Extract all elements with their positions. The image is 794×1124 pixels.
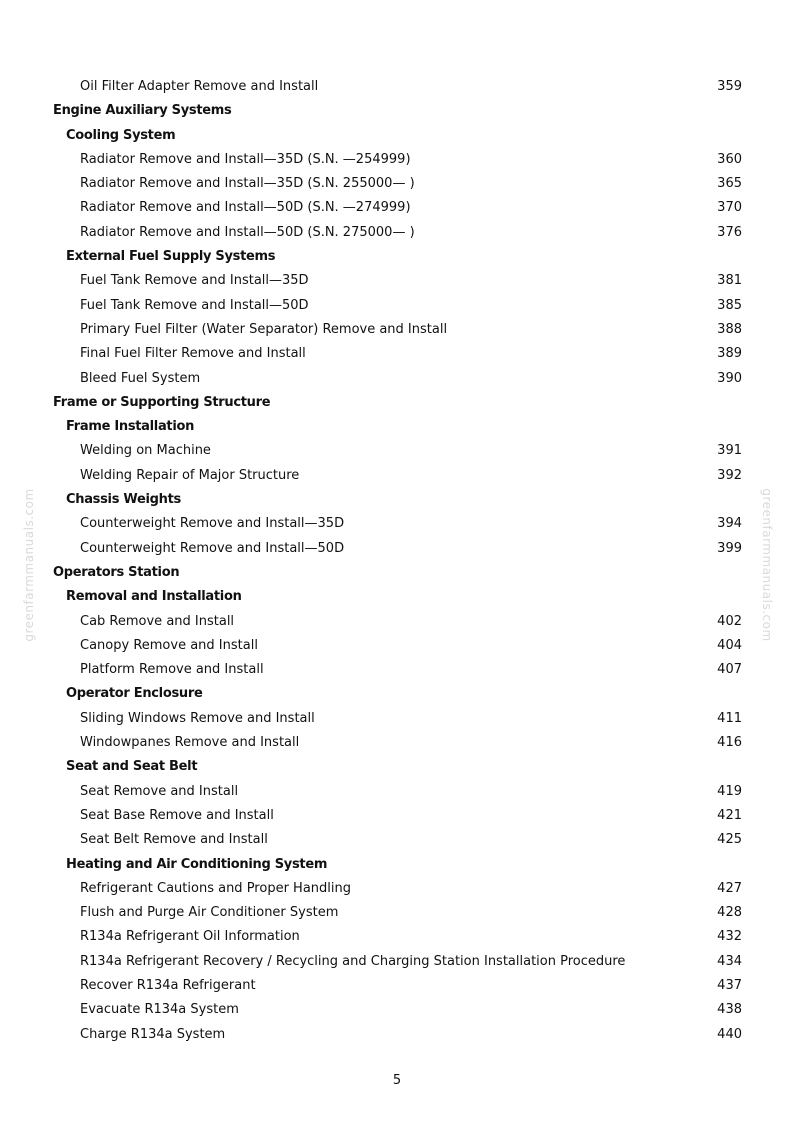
toc-entry <box>0 439 794 463</box>
toc-entry-title: External Fuel Supply Systems <box>66 249 276 265</box>
toc-entry-page: 434 <box>717 953 742 969</box>
toc-entry-title: Seat Remove and Install <box>80 783 239 799</box>
toc-entry <box>0 367 794 391</box>
toc-entry-title: Fuel Tank Remove and Install—35D <box>80 273 309 289</box>
toc-entry-page: 391 <box>717 443 742 459</box>
toc-entry-page: 365 <box>717 176 742 192</box>
toc-entry-page: 419 <box>717 783 742 799</box>
toc-entry-page: 440 <box>717 1026 742 1042</box>
toc-entry-page: 394 <box>717 516 742 532</box>
toc-entry-title: Radiator Remove and Install—35D (S.N. —254999) <box>80 151 411 167</box>
toc-entry-title: Bleed Fuel System <box>80 370 201 386</box>
toc-entry-title: R134a Refrigerant Oil Information <box>80 929 300 945</box>
toc-entry <box>0 780 794 804</box>
toc-entry <box>0 75 794 99</box>
toc-entry-page: 360 <box>717 151 742 167</box>
toc-entry-page: 421 <box>717 807 742 823</box>
toc-entry-page: 389 <box>717 346 742 362</box>
table-of-contents <box>0 75 794 1047</box>
toc-entry-page: 381 <box>717 273 742 289</box>
toc-entry <box>0 610 794 634</box>
toc-entry-page: 427 <box>717 880 742 896</box>
toc-entry-title: Removal and Installation <box>66 589 242 605</box>
toc-entry-title: Chassis Weights <box>66 492 181 508</box>
toc-subsection-heading <box>0 853 794 877</box>
toc-entry-title: Evacuate R134a System <box>80 1002 239 1018</box>
toc-entry-title: Windowpanes Remove and Install <box>80 735 300 751</box>
toc-section-heading <box>0 391 794 415</box>
toc-entry <box>0 901 794 925</box>
toc-entry-title: Radiator Remove and Install—35D (S.N. 255000— ) <box>80 176 415 192</box>
toc-entry-title: Operator Enclosure <box>66 686 203 702</box>
toc-entry-title: Final Fuel Filter Remove and Install <box>80 346 306 362</box>
toc-entry-page: 404 <box>717 637 742 653</box>
toc-entry-page: 425 <box>717 832 742 848</box>
toc-entry-title: Seat Base Remove and Install <box>80 807 274 823</box>
toc-entry-page: 388 <box>717 321 742 337</box>
toc-entry <box>0 950 794 974</box>
toc-section-heading <box>0 99 794 123</box>
toc-entry-title: Platform Remove and Install <box>80 662 264 678</box>
watermark-right: greenfarmmanuals.com <box>760 488 774 642</box>
toc-entry <box>0 974 794 998</box>
toc-entry-page: 399 <box>717 540 742 556</box>
toc-entry-title: Fuel Tank Remove and Install—50D <box>80 297 309 313</box>
toc-entry-title: Seat and Seat Belt <box>66 759 198 775</box>
toc-entry <box>0 828 794 852</box>
toc-entry-title: Cab Remove and Install <box>80 613 235 629</box>
toc-entry <box>0 196 794 220</box>
toc-entry-page: 390 <box>717 370 742 386</box>
watermark-left: greenfarmmanuals.com <box>22 488 36 642</box>
toc-entry <box>0 877 794 901</box>
toc-subsection-heading <box>0 585 794 609</box>
toc-entry-title: Refrigerant Cautions and Proper Handling <box>80 880 351 896</box>
toc-entry <box>0 537 794 561</box>
toc-entry-title: Welding Repair of Major Structure <box>80 467 300 483</box>
toc-entry-title: Heating and Air Conditioning System <box>66 856 328 872</box>
toc-entry <box>0 804 794 828</box>
toc-entry-title: Radiator Remove and Install—50D (S.N. —274999) <box>80 200 411 216</box>
toc-entry <box>0 221 794 245</box>
toc-entry <box>0 998 794 1022</box>
toc-entry-title: Primary Fuel Filter (Water Separator) Remove and Install <box>80 321 448 337</box>
toc-entry-title: Recover R134a Refrigerant <box>80 977 256 993</box>
toc-entry-title: Counterweight Remove and Install—35D <box>80 516 345 532</box>
toc-entry <box>0 1023 794 1047</box>
toc-entry <box>0 172 794 196</box>
toc-entry-page: 359 <box>717 79 742 94</box>
toc-entry-title: Radiator Remove and Install—50D (S.N. 275000— ) <box>80 224 415 240</box>
toc-entry <box>0 925 794 949</box>
page-number: 5 <box>392 1073 402 1088</box>
toc-entry <box>0 464 794 488</box>
toc-entry <box>0 707 794 731</box>
toc-entry-title: Engine Auxiliary Systems <box>53 103 232 119</box>
toc-entry-page: 411 <box>717 710 742 726</box>
toc-entry-title: R134a Refrigerant Recovery / Recycling and Charging Station Installation Procedure <box>80 953 626 969</box>
toc-entry-title: Cooling System <box>66 127 176 143</box>
toc-entry <box>0 731 794 755</box>
toc-entry <box>0 512 794 536</box>
toc-subsection-heading <box>0 755 794 779</box>
toc-entry-page: 432 <box>717 929 742 945</box>
toc-entry-page: 392 <box>717 467 742 483</box>
toc-entry <box>0 294 794 318</box>
toc-entry-title: Sliding Windows Remove and Install <box>80 710 315 726</box>
toc-entry <box>0 318 794 342</box>
toc-entry-title: Flush and Purge Air Conditioner System <box>80 905 339 921</box>
toc-entry <box>0 634 794 658</box>
toc-subsection-heading <box>0 488 794 512</box>
toc-entry-title: Frame or Supporting Structure <box>53 394 271 410</box>
toc-entry-title: Operators Station <box>53 564 180 580</box>
toc-entry-title: Counterweight Remove and Install—50D <box>80 540 345 556</box>
toc-entry-page: 385 <box>717 297 742 313</box>
toc-entry <box>0 342 794 366</box>
toc-entry-page: 416 <box>717 735 742 751</box>
toc-entry-title: Seat Belt Remove and Install <box>80 832 268 848</box>
toc-entry-page: 437 <box>717 977 742 993</box>
toc-subsection-heading <box>0 124 794 148</box>
toc-entry-page: 370 <box>717 200 742 216</box>
toc-entry-title: Canopy Remove and Install <box>80 637 258 653</box>
toc-section-heading <box>0 561 794 585</box>
toc-subsection-heading <box>0 415 794 439</box>
toc-entry-page: 407 <box>717 662 742 678</box>
toc-entry-page: 438 <box>717 1002 742 1018</box>
toc-entry-title: Frame Installation <box>66 419 195 435</box>
toc-entry <box>0 269 794 293</box>
toc-subsection-heading <box>0 245 794 269</box>
toc-entry <box>0 148 794 172</box>
toc-entry-title: Welding on Machine <box>80 443 211 459</box>
toc-entry-page: 402 <box>717 613 742 629</box>
toc-entry-title: Oil Filter Adapter Remove and Install <box>80 79 319 94</box>
toc-entry-page: 428 <box>717 905 742 921</box>
toc-entry-title: Charge R134a System <box>80 1026 226 1042</box>
toc-subsection-heading <box>0 682 794 706</box>
toc-entry-page: 376 <box>717 224 742 240</box>
toc-entry <box>0 658 794 682</box>
